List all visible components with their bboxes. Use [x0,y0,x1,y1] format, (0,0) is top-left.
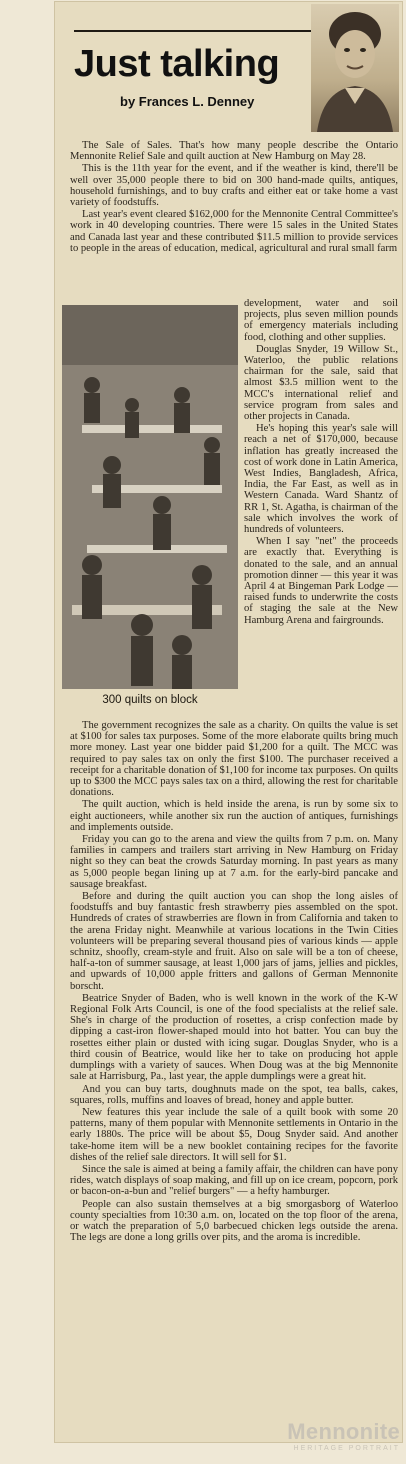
article-lead [70,140,398,255]
heritage-watermark [287,1419,400,1452]
watermark-subtitle: HERITAGE PORTRAIT [293,1445,400,1452]
column-masthead [74,4,399,132]
right-paragraph-2: Douglas Snyder, 19 Willow St., Waterloo, the public relations chairman for the sale, said that almost $3.5 million went to the MCC's international relief and service program from sales and other projects in Canada. [244,343,398,423]
lower-paragraph-5: Beatrice Snyder of Baden, who is well known in the work of the K-W Regional Folk Arts Council, is one of the food specialists at the relief sale. She's in charge of the production of rosettes, a crisp confection made by dipping a cast-iron flower-shaped mould into hot batter. You can buy the rosettes either plain or dusted with icing sugar. Douglas Snyder, who is a third cousin of Beatrice, would like her to take on producing hot apple dumplings with a variety of sauces. When Doug was at the big Mennonite sale at Harrisburg, Pa., last year, the apple dumplings were a great hit. [70,992,398,1083]
right-paragraph-4: When I say "net" the proceeds are exactly that. Everything is donated to the sale, and an annual promotion dinner — this year it was April 4 at Bingeman Park Lodge — raised funds to underwrite the costs of staging the sale at the New Hamburg Arena and fairgrounds. [244,536,398,626]
lower-paragraph-4: Before and during the quilt auction you can shop the long aisles of foodstuffs and buy fantastic fresh strawberry pies assembled on the spot. Hundreds of crates of strawberries are flown in from California and taken to the arena Friday night. Meanwhile at various locations in the Twin Cities volunteers will be preparing several thousand pies of various kinds — apple schnitz, shoofly, cream-style and fruit. Also on sale will be a ton of cheese, half-a-ton of summer sausage, at least 1,000 jars of jams, jellies and pickles, and upwards of 10,000 apple fritters and gallons of German Mennonite borscht. [70,891,398,992]
lower-paragraph-3: Friday you can go to the arena and view the quilts from 7 p.m. on. Many families in campers and trailers start arriving in New Hamburg on Friday night so they can beat the crowds Saturday morning. In past years as many as 5,000 people began lining up at 7 a.m. for the early-bird pancake and sausage breakfast. [70,834,398,890]
lower-paragraph-7: New features this year include the sale of a quilt book with some 20 patterns, many of them popular with Mennonite settlements in Ontario in the early 1880s. The price will be about $5, Doug Snyder said. And another take-home item will be a new booklet containing recipes for the favorite dishes of the relief sale directors. It will sell for $1. [70,1106,398,1163]
column-title: Just talking [74,43,280,85]
lead-paragraph-3: Last year's event cleared $162,000 for the Mennonite Central Committee's work in 40 developing countries. There were 15 sales in the United States and Canada last year and these contributed $11.5 million to provide services to people in the areas of education, medical, agricultural and rural small farm [70,209,398,254]
lower-paragraph-6: And you can buy tarts, doughnuts made on the spot, tea balls, cakes, squares, rolls, muffins and loaves of bread, honey and apple butter. [70,1083,398,1106]
watermark-title: Mennonite [287,1419,400,1444]
byline: by Frances L. Denney [120,94,255,109]
lead-paragraph-1: The Sale of Sales. That's how many people describe the Ontario Mennonite Relief Sale and quilt auction at New Hamburg on May 28. [70,140,398,163]
right-paragraph-3: He's hoping this year's sale will reach a net of $170,000, because inflation has greatly increased the cost of work done in Latin America, West Indies, Bangladesh, Africa, India, the Far East, as well as in Western Canada. Ward Shantz of RR 1, St. Agatha, is chairman of the sale which involves the work of hundreds of volunteers. [244,423,398,536]
lower-paragraph-8: Since the sale is aimed at being a family affair, the children can have pony rides, watch displays of soap making, and fill up on ice cream, popcorn, pork or bacon-on-a-bun and "relief burgers" — a hefty hamburger. [70,1163,398,1198]
lower-paragraph-9: People can also sustain themselves at a big smorgasborg of Waterloo county specialties from 10:30 a.m. on, located on the top floor of the arena, or watch the preparation of 5,0 barbecued chicken legs outside the arena. The legs are done a long grills over pits, and the aroma is incredible. [70,1198,398,1244]
right-paragraph-1: development, water and soil projects, plus seven million pounds of emergency materials including food, clothing and other supplies. [244,298,398,343]
lower-paragraph-1: The government recognizes the sale as a charity. On quilts the value is set at $100 for sales tax purposes. Some of the more elaborate quilts bring much more money. Last year one bidder paid $1,200 for a quilt. The MCC was required to pay sales tax on only the first $100. The purchaser received a receipt for a charitable donation of $1,100 for income tax purposes. On quilts up to $300 the MCC pays sales tax on a third, allowing the rest for charitable donations. [70,720,398,799]
author-portrait [311,4,399,132]
lead-paragraph-2: This is the 11th year for the event, and if the weather is kind, there'll be well over 35,000 people there to bid on 300 hand-made quilts, antiques, household furnishings, and to buy crafts and either eat or take home a vast variety of foodstuffs. [70,163,398,209]
article-lower [70,720,398,1244]
article-right-column [244,298,398,627]
masthead-rule [74,30,319,32]
photo-caption: 300 quilts on block [102,694,198,706]
lower-paragraph-2: The quilt auction, which is held inside the arena, is run by some six to eight auctioneers, while another six run the auction of antiques, furnishings and implements outside. [70,799,398,833]
quilt-sale-photo [62,305,238,689]
